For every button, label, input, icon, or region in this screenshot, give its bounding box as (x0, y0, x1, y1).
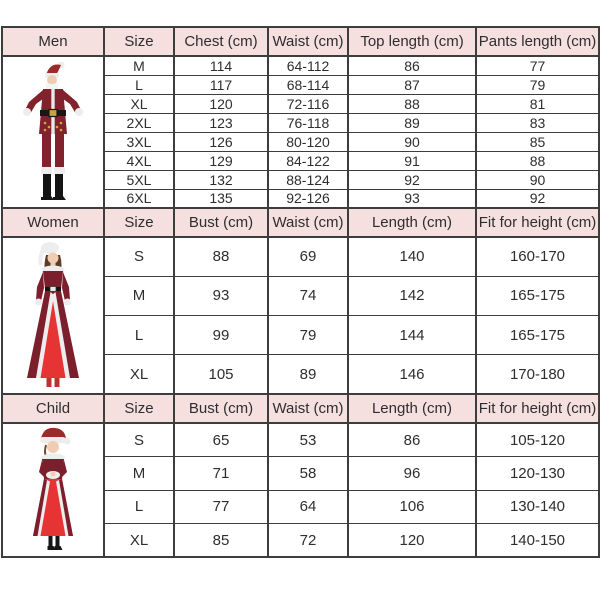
chest-cell: 126 (174, 132, 268, 151)
pants-length-cell: 85 (476, 132, 599, 151)
fit-height-cell: 120-130 (476, 457, 599, 491)
length-cell: 96 (348, 457, 476, 491)
mrs-claus-dress-illustration (5, 238, 101, 393)
men-top-length-header: Top length (cm) (348, 27, 476, 56)
child-section-title: Child (2, 394, 104, 423)
chest-cell: 132 (174, 170, 268, 189)
women-section-title: Women (2, 208, 104, 237)
women-waist-header: Waist (cm) (268, 208, 348, 237)
bust-cell: 88 (174, 237, 268, 276)
bust-cell: 93 (174, 276, 268, 315)
size-cell: XL (104, 94, 174, 113)
fit-height-cell: 130-140 (476, 490, 599, 524)
length-cell: 120 (348, 524, 476, 558)
chest-cell: 123 (174, 113, 268, 132)
bust-cell: 71 (174, 457, 268, 491)
fit-height-cell: 160-170 (476, 237, 599, 276)
child-bust-header: Bust (cm) (174, 394, 268, 423)
pants-length-cell: 81 (476, 94, 599, 113)
size-cell: 3XL (104, 132, 174, 151)
women-section-header-row (2, 208, 599, 237)
child-santa-dress-illustration (5, 424, 101, 556)
pants-length-cell: 90 (476, 170, 599, 189)
waist-cell: 84-122 (268, 151, 348, 170)
length-cell: 106 (348, 490, 476, 524)
women-fit-height-header: Fit for height (cm) (476, 208, 599, 237)
child-santa-dress-figure (2, 423, 104, 557)
waist-cell: 69 (268, 237, 348, 276)
waist-cell: 72-116 (268, 94, 348, 113)
waist-cell: 79 (268, 316, 348, 355)
waist-cell: 88-124 (268, 170, 348, 189)
table-row (2, 237, 599, 276)
size-cell: 2XL (104, 113, 174, 132)
bust-cell: 65 (174, 423, 268, 457)
chest-cell: 117 (174, 75, 268, 94)
men-waist-header: Waist (cm) (268, 27, 348, 56)
waist-cell: 53 (268, 423, 348, 457)
men-pants-length-header: Pants length (cm) (476, 27, 599, 56)
fit-height-cell: 105-120 (476, 423, 599, 457)
table-row (2, 423, 599, 457)
top-length-cell: 89 (348, 113, 476, 132)
pants-length-cell: 79 (476, 75, 599, 94)
top-length-cell: 91 (348, 151, 476, 170)
fit-height-cell: 170-180 (476, 355, 599, 394)
size-cell: XL (104, 355, 174, 394)
size-cell: M (104, 56, 174, 75)
waist-cell: 89 (268, 355, 348, 394)
bust-cell: 99 (174, 316, 268, 355)
size-cell: 5XL (104, 170, 174, 189)
chest-cell: 120 (174, 94, 268, 113)
length-cell: 146 (348, 355, 476, 394)
pants-length-cell: 77 (476, 56, 599, 75)
men-section-title: Men (2, 27, 104, 56)
waist-cell: 80-120 (268, 132, 348, 151)
child-section-header-row (2, 394, 599, 423)
top-length-cell: 93 (348, 189, 476, 208)
fit-height-cell: 165-175 (476, 276, 599, 315)
women-bust-header: Bust (cm) (174, 208, 268, 237)
size-cell: 4XL (104, 151, 174, 170)
waist-cell: 58 (268, 457, 348, 491)
length-cell: 86 (348, 423, 476, 457)
size-cell: M (104, 276, 174, 315)
size-cell: S (104, 423, 174, 457)
size-cell: XL (104, 524, 174, 558)
men-chest-header: Chest (cm) (174, 27, 268, 56)
top-length-cell: 92 (348, 170, 476, 189)
size-cell: L (104, 316, 174, 355)
pants-length-cell: 92 (476, 189, 599, 208)
womens-mrs-claus-dress-figure (2, 237, 104, 394)
child-waist-header: Waist (cm) (268, 394, 348, 423)
men-size-header: Size (104, 27, 174, 56)
length-cell: 142 (348, 276, 476, 315)
size-cell: 6XL (104, 189, 174, 208)
fit-height-cell: 140-150 (476, 524, 599, 558)
size-cell: M (104, 457, 174, 491)
top-length-cell: 86 (348, 56, 476, 75)
fit-height-cell: 165-175 (476, 316, 599, 355)
table-row (2, 56, 599, 75)
waist-cell: 68-114 (268, 75, 348, 94)
chest-cell: 114 (174, 56, 268, 75)
child-size-header: Size (104, 394, 174, 423)
pants-length-cell: 83 (476, 113, 599, 132)
size-cell: S (104, 237, 174, 276)
child-length-header: Length (cm) (348, 394, 476, 423)
mens-santa-suit-figure (2, 56, 104, 208)
length-cell: 140 (348, 237, 476, 276)
pants-length-cell: 88 (476, 151, 599, 170)
top-length-cell: 88 (348, 94, 476, 113)
chest-cell: 135 (174, 189, 268, 208)
size-cell: L (104, 75, 174, 94)
length-cell: 144 (348, 316, 476, 355)
men-section-header-row (2, 27, 599, 56)
santa-suit-illustration (5, 57, 101, 207)
waist-cell: 92-126 (268, 189, 348, 208)
waist-cell: 72 (268, 524, 348, 558)
costume-size-chart-table (1, 26, 600, 558)
child-fit-height-header: Fit for height (cm) (476, 394, 599, 423)
women-size-header: Size (104, 208, 174, 237)
waist-cell: 76-118 (268, 113, 348, 132)
women-length-header: Length (cm) (348, 208, 476, 237)
top-length-cell: 87 (348, 75, 476, 94)
waist-cell: 64 (268, 490, 348, 524)
bust-cell: 85 (174, 524, 268, 558)
chest-cell: 129 (174, 151, 268, 170)
bust-cell: 105 (174, 355, 268, 394)
waist-cell: 64-112 (268, 56, 348, 75)
bust-cell: 77 (174, 490, 268, 524)
size-cell: L (104, 490, 174, 524)
waist-cell: 74 (268, 276, 348, 315)
top-length-cell: 90 (348, 132, 476, 151)
